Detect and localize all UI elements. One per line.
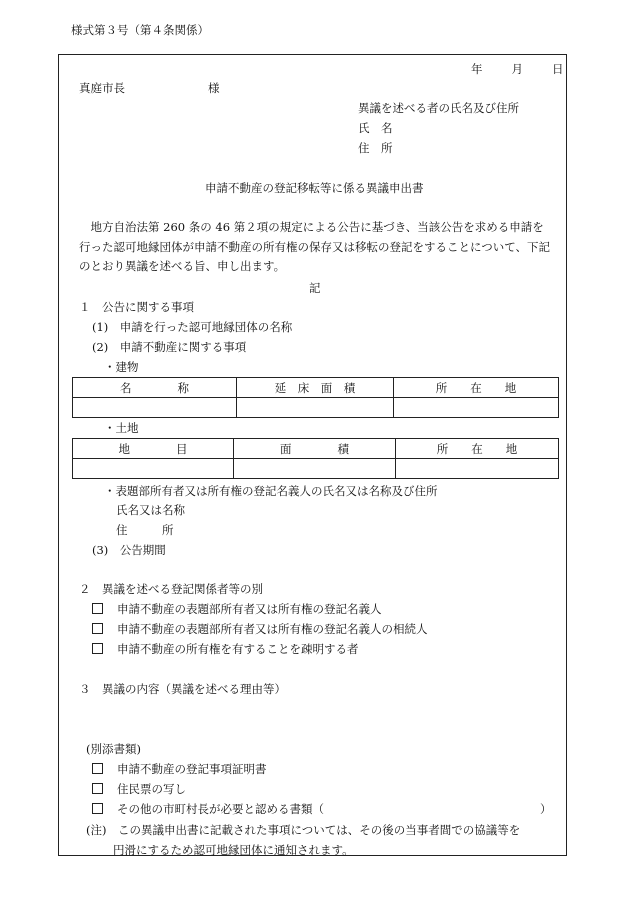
land-cell-category[interactable] — [73, 459, 234, 479]
section2-option-3[interactable] — [92, 642, 359, 656]
objector-address-label[interactable]: 住 所 — [358, 141, 393, 155]
section1-item1[interactable]: (1) 申請を行った認可地縁団体の名称 — [92, 320, 293, 334]
section2-option-1-label: 申請不動産の表題部所有者又は所有権の登記名義人 — [117, 602, 382, 616]
owner-address-label[interactable]: 住 所 — [116, 523, 174, 537]
note-line-2: 円滑にするため認可地縁団体に通知されます。 — [113, 843, 354, 857]
section3-heading: ３ 異議の内容（異議を述べる理由等） — [79, 682, 286, 696]
section1-item3[interactable]: (3) 公告期間 — [92, 543, 166, 557]
land-table — [72, 438, 559, 479]
section3-content-area[interactable] — [79, 700, 551, 736]
attachment-2-label: 住民票の写し — [117, 782, 186, 796]
land-cell-location[interactable] — [396, 459, 559, 479]
checkbox-icon[interactable] — [92, 783, 103, 794]
building-table — [72, 377, 559, 418]
section2-option-3-label: 申請不動産の所有権を有することを疎明する者 — [117, 642, 359, 656]
land-label: ・土地 — [104, 421, 139, 435]
owner-name-label[interactable]: 氏名又は名称 — [116, 503, 185, 517]
attachment-1-label: 申請不動産の登記事項証明書 — [117, 762, 267, 776]
section2-option-2-label: 申請不動産の表題部所有者又は所有権の登記名義人の相続人 — [117, 622, 428, 636]
checkbox-icon[interactable] — [92, 803, 103, 814]
land-header-location: 所 在 地 — [396, 439, 559, 459]
attachment-3-label: その他の市町村長が必要と認める書類（ — [117, 802, 324, 816]
land-cell-area[interactable] — [234, 459, 396, 479]
building-cell-name[interactable] — [73, 398, 237, 418]
checkbox-icon[interactable] — [92, 643, 103, 654]
section1-item2: (2) 申請不動産に関する事項 — [92, 340, 247, 354]
building-cell-floor-area[interactable] — [237, 398, 394, 418]
document-title: 申請不動産の登記移転等に係る異議申出書 — [205, 181, 424, 195]
form-number: 様式第３号（第４条関係） — [71, 23, 209, 37]
addressee-honorific: 様 — [208, 81, 220, 95]
ki-label: 記 — [309, 281, 321, 295]
checkbox-icon[interactable] — [92, 603, 103, 614]
section2-option-2[interactable] — [92, 622, 428, 636]
building-header-location: 所 在 地 — [394, 378, 559, 398]
land-header-area: 面 積 — [234, 439, 396, 459]
objector-heading: 異議を述べる者の氏名及び住所 — [358, 101, 519, 115]
land-header-category: 地 目 — [73, 439, 234, 459]
section2-option-1[interactable] — [92, 602, 382, 616]
attachment-3-close-paren: ） — [540, 802, 552, 816]
section1-heading: １ 公告に関する事項 — [79, 300, 194, 314]
building-header-floor-area: 延 床 面 積 — [237, 378, 394, 398]
attachment-1[interactable] — [92, 762, 267, 776]
building-cell-location[interactable] — [394, 398, 559, 418]
attachment-2[interactable] — [92, 782, 186, 796]
attachment-3[interactable] — [92, 802, 324, 816]
checkbox-icon[interactable] — [92, 763, 103, 774]
checkbox-icon[interactable] — [92, 623, 103, 634]
objector-name-label[interactable]: 氏 名 — [358, 121, 393, 135]
attachments-heading: (別添書類) — [86, 742, 141, 756]
building-header-name: 名 称 — [73, 378, 237, 398]
building-label: ・建物 — [104, 360, 139, 374]
addressee-mayor: 真庭市長 — [79, 81, 125, 95]
section2-heading: ２ 異議を述べる登記関係者等の別 — [79, 582, 263, 596]
body-paragraph: 地方自治法第 260 条の 46 第２項の規定による公告に基づき、当該公告を求める申請を行った認可地縁団体が申請不動産の所有権の保存又は移転の登記をすることについて、下記のとおり異議を述べる旨、申し出ます。 — [79, 220, 551, 273]
owner-label: ・表題部所有者又は所有権の登記名義人の氏名又は名称及び住所 — [104, 484, 438, 498]
note-line-1: (注) この異議申出書に記載された事項については、その後の当事者間での協議等を — [86, 823, 521, 837]
date-line[interactable]: 年 月 日 — [471, 62, 566, 76]
